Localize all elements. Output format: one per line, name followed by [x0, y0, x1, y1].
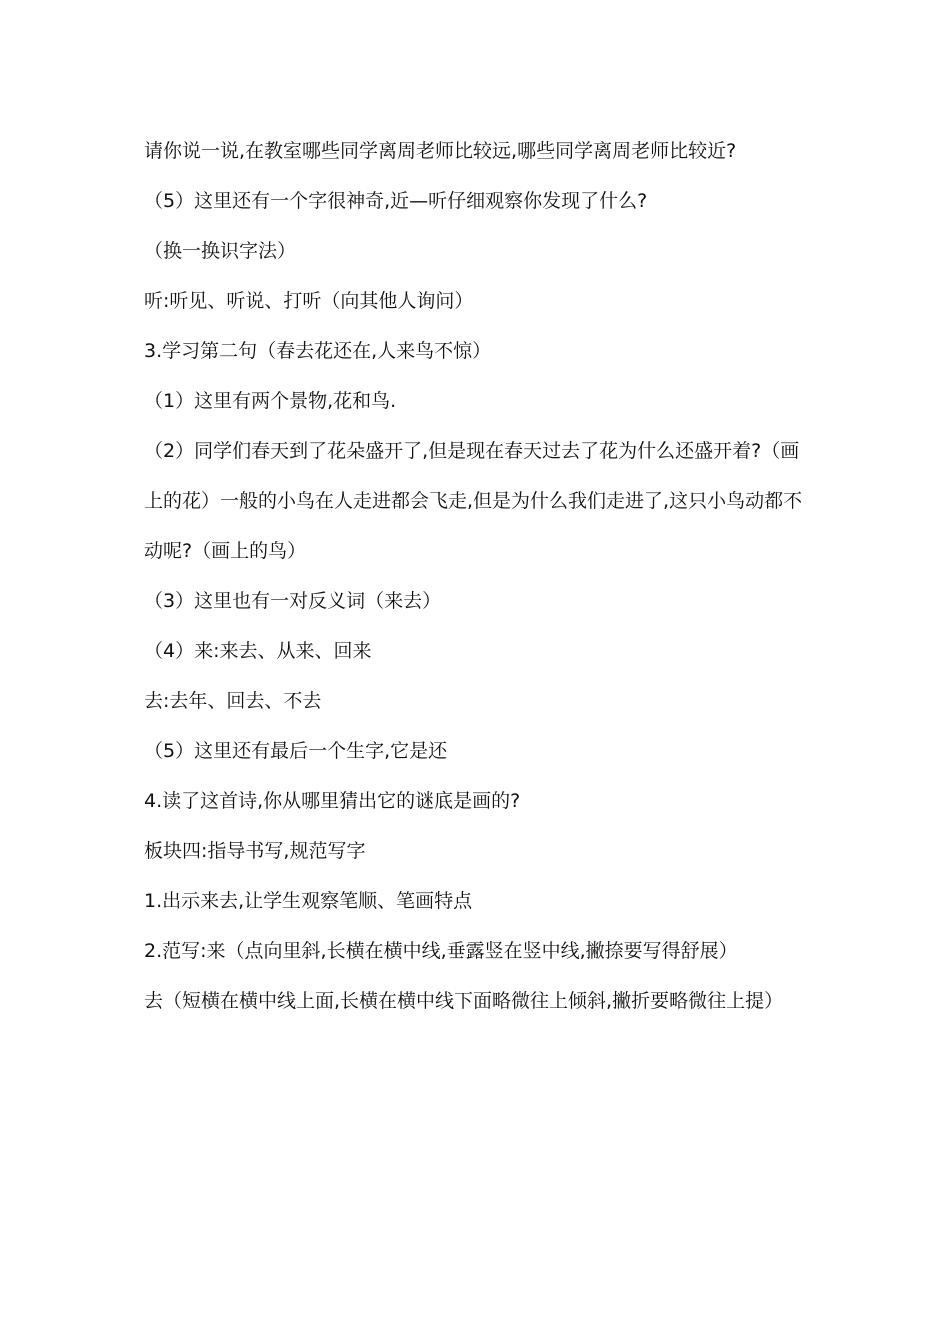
text-line: （换一换识字法） [144, 240, 297, 262]
text-line: （5）这里还有最后一个生字,它是还 [144, 740, 448, 762]
text-line: （5）这里还有一个字很神奇,近—听仔细观察你发现了什么? [144, 190, 648, 212]
text-line: 4.读了这首诗,你从哪里猜出它的谜底是画的? [144, 790, 521, 812]
text-line: 上的花）一般的小鸟在人走进都会飞走,但是为什么我们走进了,这只小鸟动都不 [144, 490, 803, 512]
section-heading: 板块四:指导书写,规范写字 [144, 840, 366, 862]
text-line: 动呢?（画上的鸟） [144, 540, 307, 562]
text-line: 听:听见、听说、打听（向其他人询问） [144, 290, 474, 312]
text-line: 去（短横在横中线上面,长横在横中线下面略微往上倾斜,撇折要略微往上提） [144, 990, 784, 1012]
text-line: （4）来:来去、从来、回来 [144, 640, 372, 662]
text-line: 1.出示来去,让学生观察笔顺、笔画特点 [144, 890, 473, 912]
text-line: 请你说一说,在教室哪些同学离周老师比较远,哪些同学离周老师比较近? [144, 140, 737, 162]
text-line: 3.学习第二句（春去花还在,人来鸟不惊） [144, 340, 492, 362]
text-line: （2）同学们春天到了花朵盛开了,但是现在春天过去了花为什么还盛开着?（画 [144, 440, 800, 462]
text-line: （1）这里有两个景物,花和鸟. [144, 390, 397, 412]
text-line: 2.范写:来（点向里斜,长横在横中线,垂露竖在竖中线,撇捺要写得舒展） [144, 940, 738, 962]
text-line: （3）这里也有一对反义词（来去） [144, 590, 442, 612]
text-line: 去:去年、回去、不去 [144, 690, 322, 712]
document-body [144, 126, 814, 1026]
